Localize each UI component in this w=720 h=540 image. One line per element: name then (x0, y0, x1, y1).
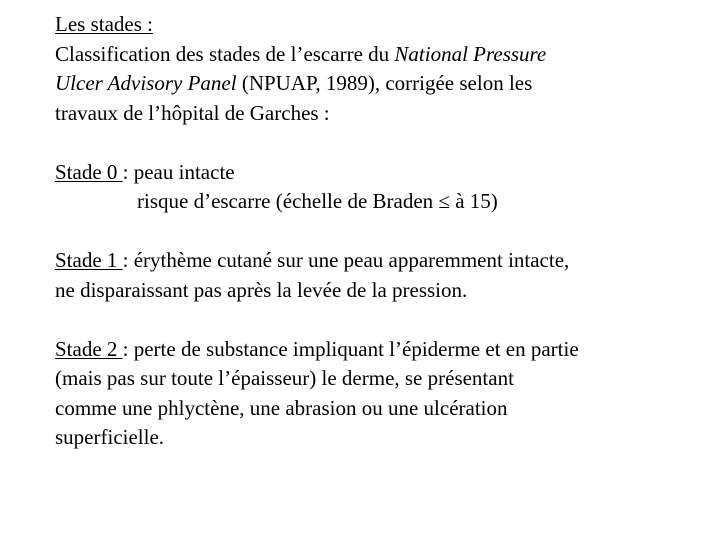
intro-line-1 (55, 40, 695, 70)
spacer (55, 128, 695, 158)
intro-line-3: travaux de l’hôpital de Garches : (55, 100, 330, 125)
stage-0-text: : peau intacte (122, 159, 235, 184)
stage-2-block (55, 335, 695, 453)
intro-line-2 (55, 69, 695, 99)
stage-2-line-2: (mais pas sur toute l’épaisseur) le derme, se présentant (55, 366, 514, 390)
intro-italic-text: Ulcer Advisory Panel (55, 71, 237, 95)
intro-text: Classification des stades de l’escarre du (55, 41, 395, 66)
section-heading: Les stades : (55, 12, 153, 36)
stage-2-label: Stade 2 (55, 336, 123, 361)
stage-2-line-4: superficielle. (55, 425, 165, 449)
stage-1-text: : érythème cutané sur une peau apparemment intacte, (122, 248, 570, 272)
intro-italic-text: National Pressure (394, 41, 547, 66)
stage-0-line-1 (55, 158, 695, 188)
stage-0-block (55, 158, 695, 217)
stage-0-line-2: risque d’escarre (échelle de Braden ≤ à 15) (137, 189, 498, 213)
stage-2-text: : perte de substance impliquant l’épiderme et en partie (122, 336, 579, 361)
stage-0-label: Stade 0 (55, 159, 123, 184)
slide-content (55, 10, 695, 453)
stage-1-line-1 (55, 246, 695, 276)
stage-1-label: Stade 1 (55, 248, 123, 272)
stage-2-line-3: comme une phlyctène, une abrasion ou une ulcération (55, 395, 508, 420)
spacer (55, 217, 695, 247)
stage-2-line-1 (55, 335, 695, 365)
intro-text: (NPUAP, 1989), corrigée selon les (236, 71, 533, 95)
stage-1-line-2: ne disparaissant pas après la levée de la pression. (55, 277, 468, 302)
stage-1-block (55, 246, 695, 305)
spacer (55, 305, 695, 335)
